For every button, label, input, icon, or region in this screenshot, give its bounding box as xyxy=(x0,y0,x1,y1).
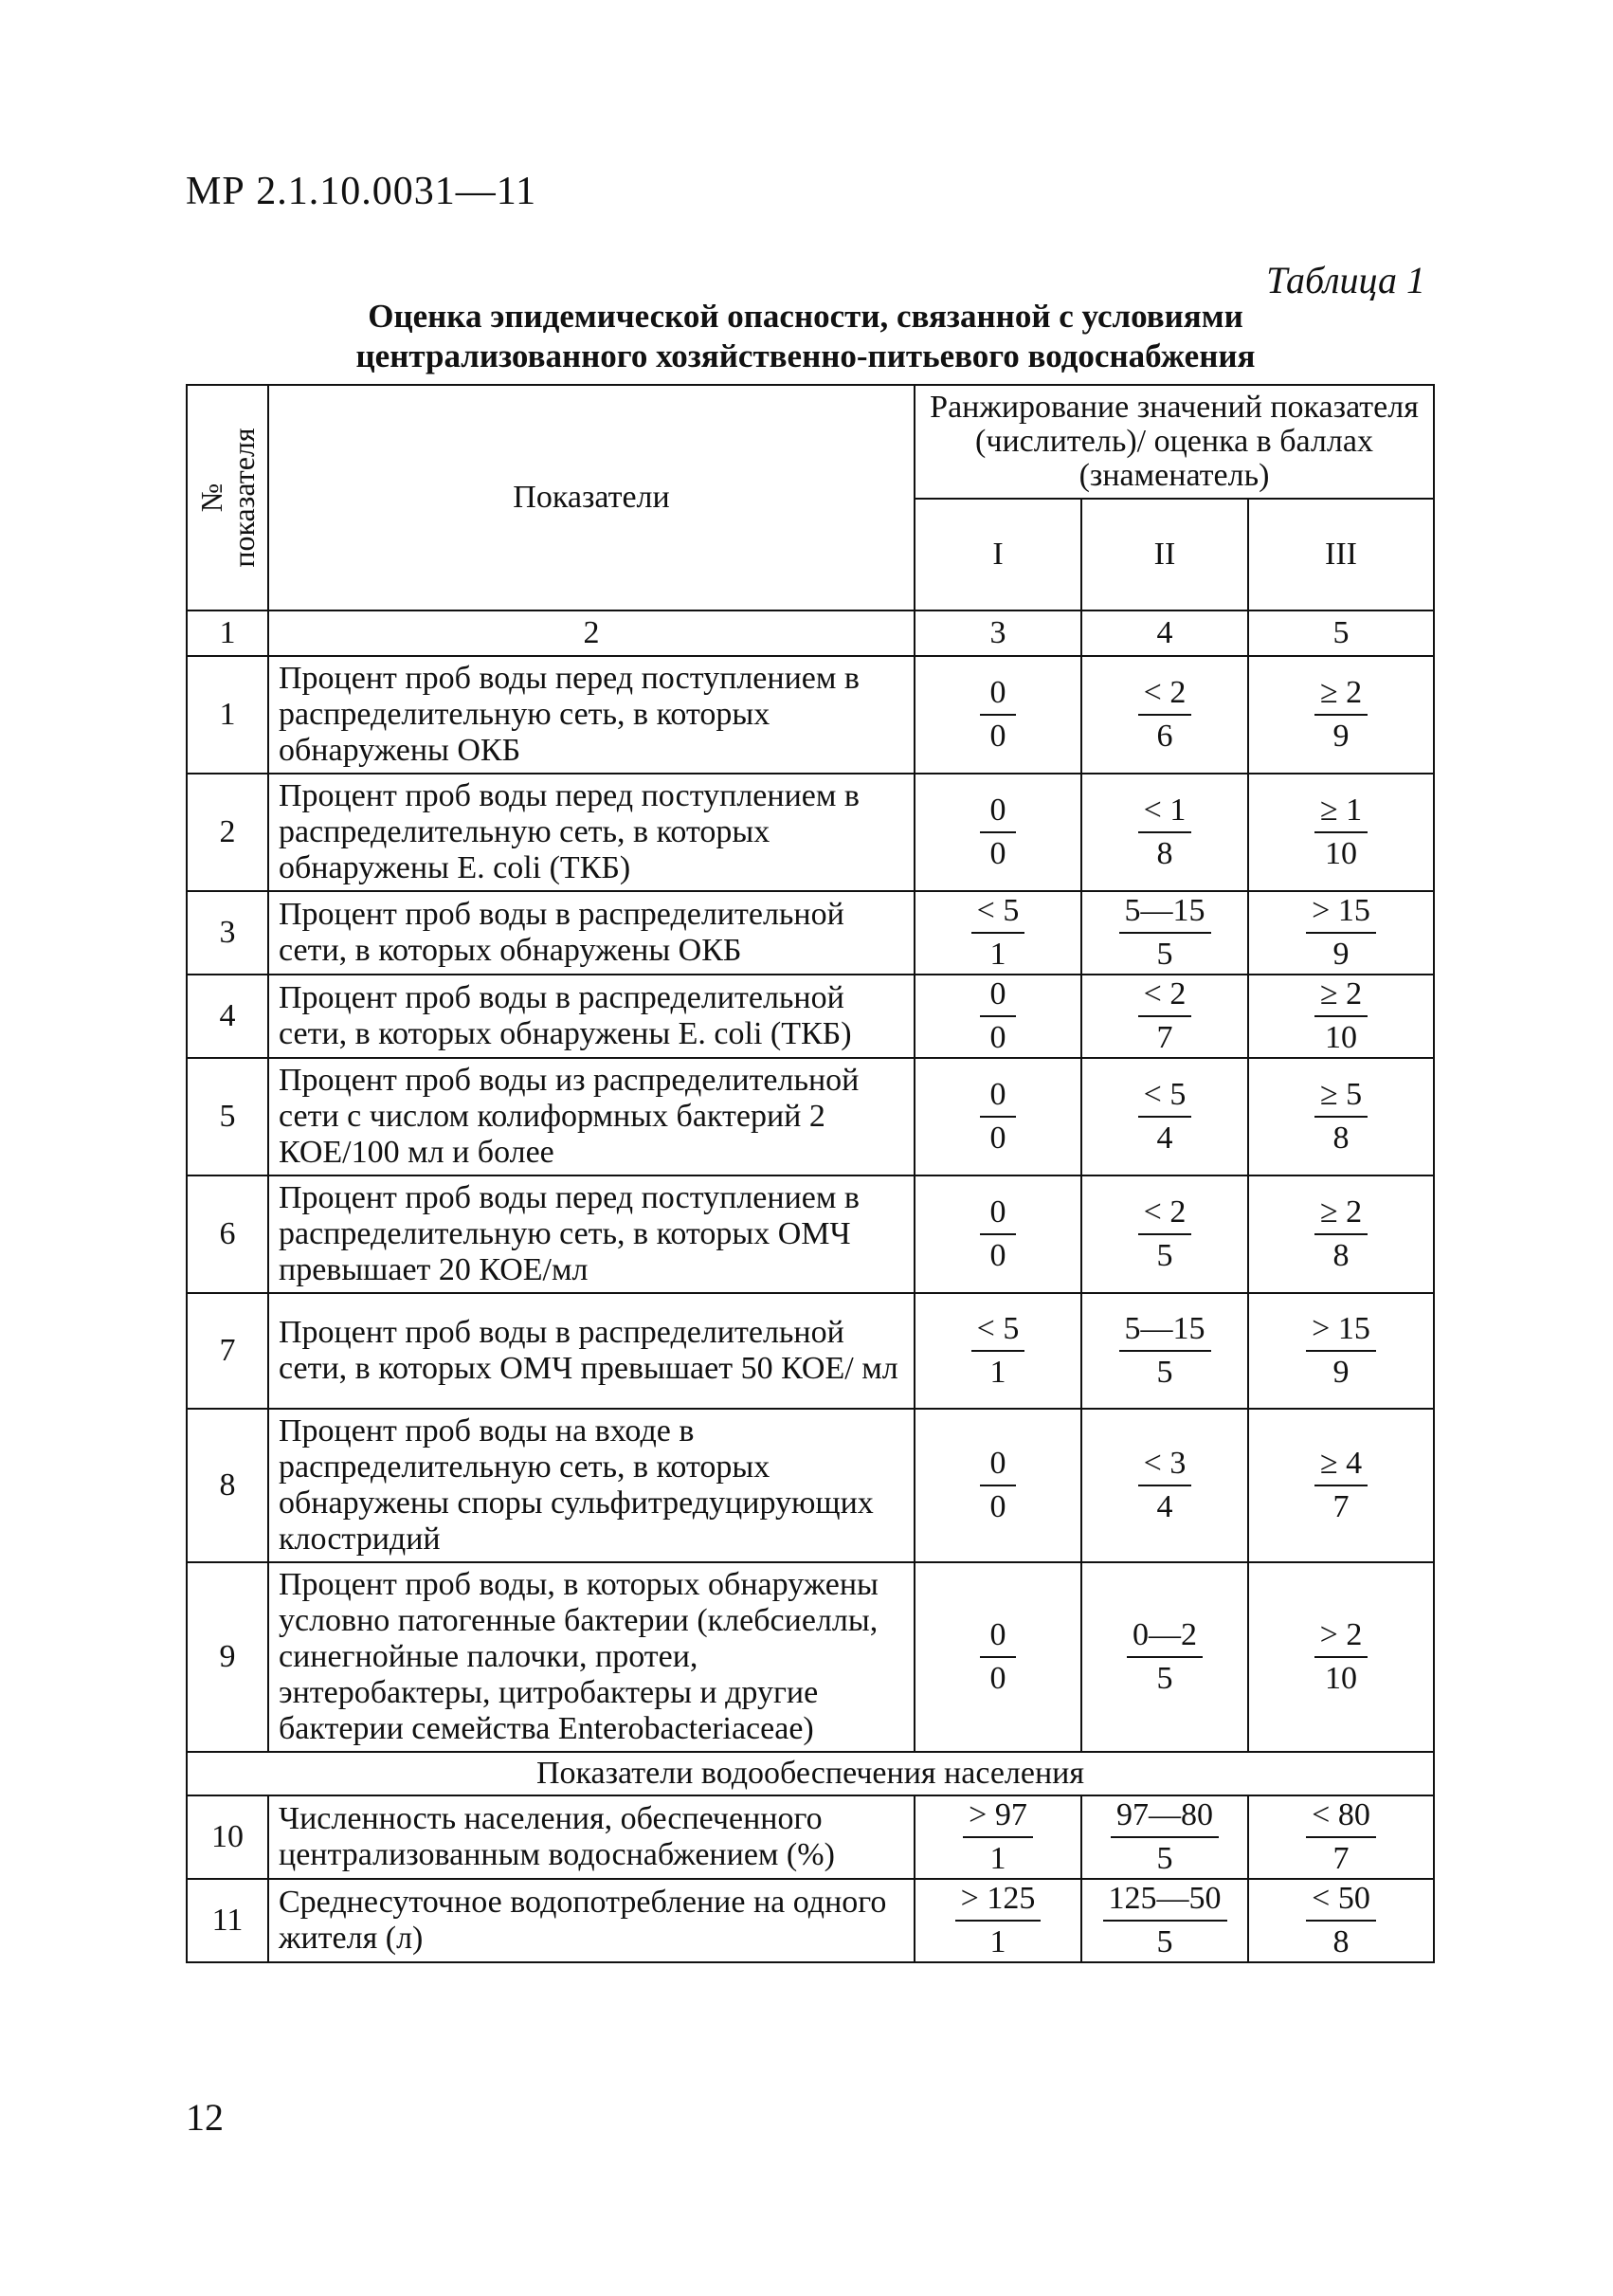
indicator-text: Процент проб воды на входе в распределительную сеть, в которых обнаружены споры сульфитредуцирующих клостридий xyxy=(268,1409,915,1562)
table-title-line2: централизованного хозяйственно-питьевого водоснабжения xyxy=(355,337,1256,374)
fraction-numerator: 5—15 xyxy=(1119,892,1211,934)
fraction xyxy=(1103,1880,1227,1961)
fraction-denominator: 10 xyxy=(1325,1020,1357,1055)
fraction-denominator: 1 xyxy=(989,1841,1006,1876)
table-row xyxy=(187,774,1434,891)
fraction-denominator: 5 xyxy=(1156,937,1173,972)
fraction xyxy=(1314,1616,1368,1698)
score-cell-level-3 xyxy=(1248,975,1434,1058)
row-number: 3 xyxy=(187,891,268,975)
indicator-text: Процент проб воды в распределительной сети, в которых обнаружены ОКБ xyxy=(268,891,915,975)
fraction-denominator: 1 xyxy=(989,937,1006,972)
fraction-denominator: 5 xyxy=(1156,1841,1173,1876)
header-number-label: показателя xyxy=(227,428,261,568)
fraction xyxy=(1306,1880,1376,1961)
indicator-text: Процент проб воды, в которых обнаружены условно патогенные бактерии (клебсиеллы, синегнойные палочки, протеи, энтеробактеры, цитробактеры и другие бактерии семейства Enterobacteriaceae) xyxy=(268,1562,915,1752)
score-cell-level-2 xyxy=(1081,1879,1248,1962)
fraction-numerator: < 2 xyxy=(1138,975,1192,1017)
score-cell-level-2 xyxy=(1081,1795,1248,1879)
fraction-numerator: ≥ 1 xyxy=(1314,792,1368,833)
fraction-numerator: 0 xyxy=(980,674,1016,716)
page-number: 12 xyxy=(186,2096,224,2139)
row-number: 7 xyxy=(187,1293,268,1409)
score-cell-level-1 xyxy=(915,1795,1081,1879)
header-level-2: II xyxy=(1081,499,1248,610)
fraction-numerator: 0 xyxy=(980,1194,1016,1235)
row-number: 8 xyxy=(187,1409,268,1562)
score-cell-level-3 xyxy=(1248,656,1434,774)
fraction-denominator: 9 xyxy=(1332,937,1350,972)
fraction-denominator: 1 xyxy=(989,1924,1006,1959)
header-level-3: III xyxy=(1248,499,1434,610)
fraction-denominator: 5 xyxy=(1156,1661,1173,1696)
fraction-denominator: 0 xyxy=(989,1121,1006,1156)
fraction-denominator: 6 xyxy=(1156,719,1173,754)
fraction-numerator: > 15 xyxy=(1306,892,1376,934)
fraction-denominator: 0 xyxy=(989,1661,1006,1696)
indicator-text: Процент проб воды в распределительной сети, в которых ОМЧ превышает 50 КОЕ/ мл xyxy=(268,1293,915,1409)
table-row xyxy=(187,1879,1434,1962)
fraction-numerator: 5—15 xyxy=(1119,1310,1211,1352)
indicator-text: Процент проб воды из распределительной сети с числом колиформных бактерий 2 КОЕ/100 мл и более xyxy=(268,1058,915,1175)
fraction-denominator: 8 xyxy=(1332,1924,1350,1959)
fraction xyxy=(1314,674,1368,756)
column-index: 5 xyxy=(1248,610,1434,656)
indicator-text: Процент проб воды перед поступлением в распределительную сеть, в которых обнаружены ОКБ xyxy=(268,656,915,774)
fraction-denominator: 4 xyxy=(1156,1121,1173,1156)
fraction xyxy=(1138,975,1192,1057)
fraction xyxy=(1127,1616,1203,1698)
row-number: 1 xyxy=(187,656,268,774)
fraction-denominator: 5 xyxy=(1156,1238,1173,1273)
header-indicators: Показатели xyxy=(268,385,915,610)
indicator-text: Процент проб воды перед поступлением в распределительную сеть, в которых обнаружены E. coli (ТКБ) xyxy=(268,774,915,891)
fraction-denominator: 9 xyxy=(1332,1355,1350,1390)
score-cell-level-1 xyxy=(915,891,1081,975)
score-cell-level-2 xyxy=(1081,1175,1248,1293)
table-row xyxy=(187,891,1434,975)
score-cell-level-2 xyxy=(1081,1293,1248,1409)
fraction-numerator: > 125 xyxy=(955,1880,1042,1922)
indicator-text: Численность населения, обеспеченного централизованным водоснабжением (%) xyxy=(268,1795,915,1879)
fraction xyxy=(1314,1076,1368,1157)
score-cell-level-3 xyxy=(1248,1879,1434,1962)
score-cell-level-2 xyxy=(1081,1058,1248,1175)
fraction xyxy=(1111,1796,1219,1878)
fraction-numerator: < 5 xyxy=(971,892,1025,934)
score-cell-level-1 xyxy=(915,656,1081,774)
fraction xyxy=(980,1194,1016,1275)
fraction-numerator: > 15 xyxy=(1306,1310,1376,1352)
fraction-denominator: 0 xyxy=(989,1489,1006,1524)
fraction-numerator: ≥ 2 xyxy=(1314,674,1368,716)
table-row xyxy=(187,1293,1434,1409)
score-cell-level-1 xyxy=(915,1058,1081,1175)
fraction-denominator: 8 xyxy=(1156,836,1173,871)
fraction xyxy=(980,1076,1016,1157)
fraction-numerator: 0 xyxy=(980,1076,1016,1118)
score-cell-level-3 xyxy=(1248,1175,1434,1293)
fraction xyxy=(955,1880,1042,1961)
assessment-table xyxy=(186,384,1435,1963)
fraction-numerator: < 80 xyxy=(1306,1796,1376,1838)
fraction xyxy=(980,1616,1016,1698)
row-number: 10 xyxy=(187,1795,268,1879)
fraction-numerator: 0 xyxy=(980,1616,1016,1658)
row-number: 5 xyxy=(187,1058,268,1175)
header-level-1: I xyxy=(915,499,1081,610)
row-number: 9 xyxy=(187,1562,268,1752)
fraction-numerator: 0 xyxy=(980,1445,1016,1486)
column-index: 2 xyxy=(268,610,915,656)
table-title-line1: Оценка эпидемической опасности, связанной с условиями xyxy=(368,298,1243,335)
fraction xyxy=(980,792,1016,873)
fraction-denominator: 8 xyxy=(1332,1238,1350,1273)
fraction-denominator: 0 xyxy=(989,1020,1006,1055)
fraction xyxy=(971,892,1025,974)
row-number: 2 xyxy=(187,774,268,891)
fraction xyxy=(1138,1194,1192,1275)
score-cell-level-1 xyxy=(915,975,1081,1058)
score-cell-level-1 xyxy=(915,1293,1081,1409)
table-row xyxy=(187,975,1434,1058)
fraction-numerator: < 50 xyxy=(1306,1880,1376,1922)
fraction-numerator: < 5 xyxy=(1138,1076,1192,1118)
score-cell-level-2 xyxy=(1081,975,1248,1058)
table-label: Таблица 1 xyxy=(1266,259,1425,301)
fraction-denominator: 1 xyxy=(989,1355,1006,1390)
fraction-denominator: 7 xyxy=(1332,1489,1350,1524)
fraction-numerator: < 1 xyxy=(1138,792,1192,833)
table-row xyxy=(187,656,1434,774)
score-cell-level-3 xyxy=(1248,1409,1434,1562)
fraction-numerator: < 2 xyxy=(1138,674,1192,716)
fraction-numerator: 125—50 xyxy=(1103,1880,1227,1922)
fraction xyxy=(980,975,1016,1057)
fraction-denominator: 7 xyxy=(1156,1020,1173,1055)
fraction xyxy=(980,674,1016,756)
fraction-denominator: 10 xyxy=(1325,836,1357,871)
fraction-denominator: 8 xyxy=(1332,1121,1350,1156)
fraction xyxy=(1314,792,1368,873)
header-ranking: Ранжирование значений показателя (числитель)/ оценка в баллах (знаменатель) xyxy=(915,385,1434,499)
fraction-denominator: 0 xyxy=(989,1238,1006,1273)
fraction xyxy=(980,1445,1016,1526)
fraction-numerator: < 2 xyxy=(1138,1194,1192,1235)
fraction-denominator: 9 xyxy=(1332,719,1350,754)
fraction xyxy=(1138,792,1192,873)
fraction xyxy=(971,1310,1025,1392)
score-cell-level-2 xyxy=(1081,1409,1248,1562)
score-cell-level-3 xyxy=(1248,1795,1434,1879)
table-row xyxy=(187,1175,1434,1293)
fraction xyxy=(1306,1310,1376,1392)
section-row xyxy=(187,1752,1434,1795)
fraction-denominator: 0 xyxy=(989,836,1006,871)
header-number-sign: № xyxy=(194,483,228,513)
header-number-cell xyxy=(187,385,268,610)
fraction xyxy=(1138,1076,1192,1157)
fraction xyxy=(1314,1445,1368,1526)
row-number: 4 xyxy=(187,975,268,1058)
score-cell-level-3 xyxy=(1248,1562,1434,1752)
fraction xyxy=(1119,1310,1211,1392)
fraction xyxy=(963,1796,1033,1878)
fraction xyxy=(1306,1796,1376,1878)
score-cell-level-1 xyxy=(915,1562,1081,1752)
indicator-text: Среднесуточное водопотребление на одного жителя (л) xyxy=(268,1879,915,1962)
indicator-text: Процент проб воды в распределительной сети, в которых обнаружены E. coli (ТКБ) xyxy=(268,975,915,1058)
score-cell-level-3 xyxy=(1248,1058,1434,1175)
fraction xyxy=(1138,1445,1192,1526)
section-title: Показатели водообеспечения населения xyxy=(187,1752,1434,1795)
fraction-numerator: ≥ 4 xyxy=(1314,1445,1368,1486)
fraction-denominator: 7 xyxy=(1332,1841,1350,1876)
score-cell-level-2 xyxy=(1081,1562,1248,1752)
table-row xyxy=(187,1795,1434,1879)
score-cell-level-2 xyxy=(1081,891,1248,975)
document-code: МР 2.1.10.0031—11 xyxy=(186,170,537,213)
fraction-denominator: 4 xyxy=(1156,1489,1173,1524)
fraction-numerator: 0—2 xyxy=(1127,1616,1203,1658)
fraction xyxy=(1119,892,1211,974)
table-row xyxy=(187,1409,1434,1562)
fraction xyxy=(1138,674,1192,756)
fraction xyxy=(1314,975,1368,1057)
fraction-numerator: 97—80 xyxy=(1111,1796,1219,1838)
fraction-numerator: < 3 xyxy=(1138,1445,1192,1486)
table-row xyxy=(187,1058,1434,1175)
fraction-numerator: 0 xyxy=(980,975,1016,1017)
score-cell-level-2 xyxy=(1081,656,1248,774)
score-cell-level-1 xyxy=(915,774,1081,891)
score-cell-level-3 xyxy=(1248,1293,1434,1409)
fraction-numerator: > 2 xyxy=(1314,1616,1368,1658)
fraction-numerator: < 5 xyxy=(971,1310,1025,1352)
fraction-numerator: 0 xyxy=(980,792,1016,833)
fraction-numerator: ≥ 2 xyxy=(1314,975,1368,1017)
score-cell-level-3 xyxy=(1248,774,1434,891)
score-cell-level-1 xyxy=(915,1409,1081,1562)
fraction-numerator: ≥ 2 xyxy=(1314,1194,1368,1235)
table-row xyxy=(187,1562,1434,1752)
score-cell-level-1 xyxy=(915,1879,1081,1962)
row-number: 6 xyxy=(187,1175,268,1293)
score-cell-level-1 xyxy=(915,1175,1081,1293)
fraction xyxy=(1306,892,1376,974)
column-index: 1 xyxy=(187,610,268,656)
score-cell-level-2 xyxy=(1081,774,1248,891)
column-index: 3 xyxy=(915,610,1081,656)
fraction-denominator: 10 xyxy=(1325,1661,1357,1696)
column-index: 4 xyxy=(1081,610,1248,656)
row-number: 11 xyxy=(187,1879,268,1962)
fraction-numerator: ≥ 5 xyxy=(1314,1076,1368,1118)
indicator-text: Процент проб воды перед поступлением в распределительную сеть, в которых ОМЧ превышает 20 КОЕ/мл xyxy=(268,1175,915,1293)
fraction-denominator: 0 xyxy=(989,719,1006,754)
fraction-numerator: > 97 xyxy=(963,1796,1033,1838)
score-cell-level-3 xyxy=(1248,891,1434,975)
fraction-denominator: 5 xyxy=(1156,1355,1173,1390)
fraction xyxy=(1314,1194,1368,1275)
fraction-denominator: 5 xyxy=(1156,1924,1173,1959)
